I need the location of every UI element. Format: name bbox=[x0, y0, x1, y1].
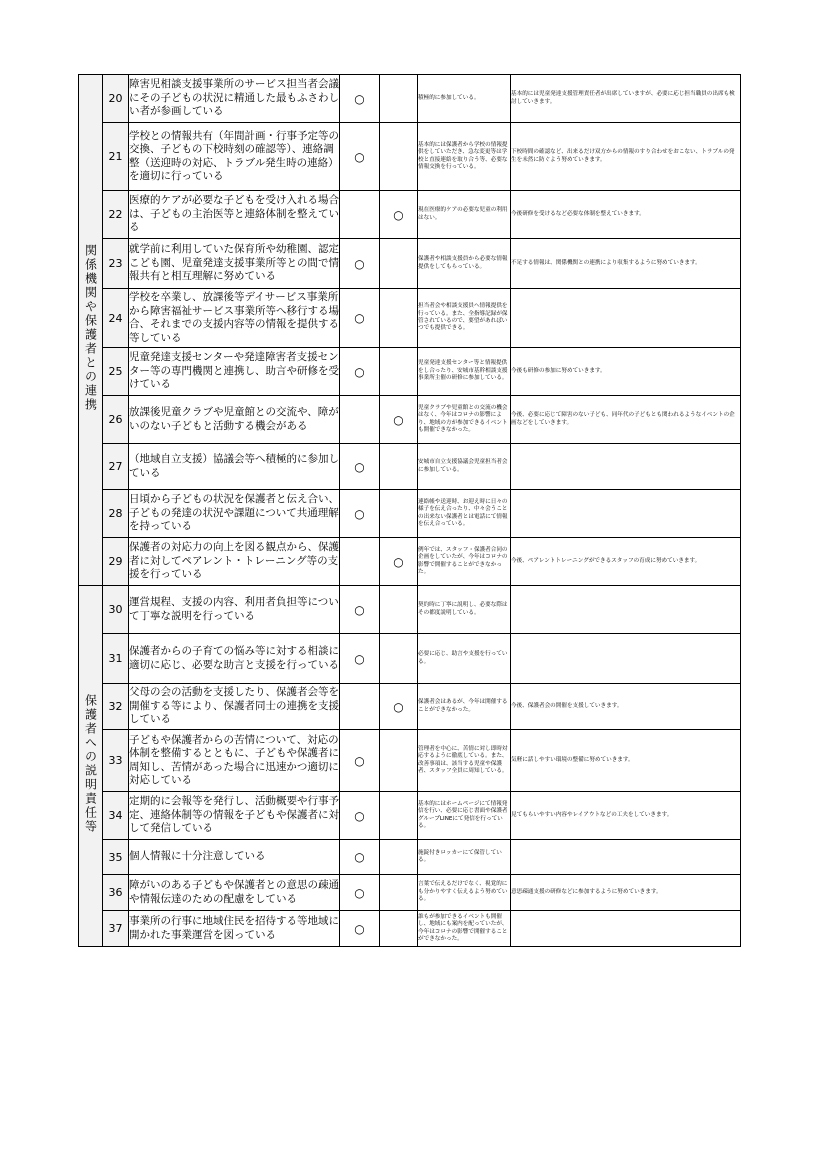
situation-note: 例年では、スタッフ・保護者合同の企画をしていたが、今年はコロナの影響で開催することができなかった。 bbox=[418, 538, 511, 586]
no-mark bbox=[380, 289, 418, 348]
no-mark bbox=[380, 730, 418, 792]
improvement-note: 今後研修を受けるなど必要な体制を整えていきます。 bbox=[511, 191, 741, 239]
table-row bbox=[79, 444, 741, 490]
row-number: 24 bbox=[103, 289, 129, 348]
yes-mark: ○ bbox=[340, 239, 380, 289]
improvement-note: 不足する情報は、関係機関との連携により収集するように努めていきます。 bbox=[511, 239, 741, 289]
improvement-note: 今後、必要に応じて障害のない子ども、同年代の子どもとも関われるようなイベントの企画などをしていきます。 bbox=[511, 396, 741, 444]
improvement-note: 意思疎通支援の研修などに参加するように努めていきます。 bbox=[511, 875, 741, 911]
item-text: 日頃から子どもの状況を保護者と伝え合い、子どもの発達の状況や課題について共通理解を持っている bbox=[129, 490, 340, 538]
situation-note: 担当者会や相談支援員へ情報提供を行っている。また、全指導記録が保管されているので、要望があればいつでも提供できる。 bbox=[418, 289, 511, 348]
improvement-note: 今後、ペアレントトレーニングができるスタッフの育成に努めていきます。 bbox=[511, 538, 741, 586]
category-label: 関係機関や保護者との連携 bbox=[83, 244, 98, 412]
yes-mark: ○ bbox=[340, 75, 380, 123]
no-mark: ○ bbox=[380, 684, 418, 730]
item-text: 個人情報に十分注意している bbox=[129, 840, 340, 875]
category-cell-coordination bbox=[79, 75, 103, 586]
item-text: 保護者の対応力の向上を図る観点から、保護者に対してペアレント・トレーニング等の支援を行っている bbox=[129, 538, 340, 586]
row-number: 34 bbox=[103, 792, 129, 840]
row-number: 20 bbox=[103, 75, 129, 123]
situation-note: 連絡帳や送迎時、お迎え時に日々の様子を伝え合ったり、中々会うことの出来ない保護者とは電話にて情報を伝え合っている。 bbox=[418, 490, 511, 538]
situation-note: 保護者や相談支援員から必要な情報提供をしてもらっている。 bbox=[418, 239, 511, 289]
table-row bbox=[79, 123, 741, 191]
table-row bbox=[79, 911, 741, 947]
item-text: 保護者からの子育ての悩み等に対する相談に適切に応じ、必要な助言と支援を行っている bbox=[129, 634, 340, 684]
evaluation-table bbox=[78, 74, 741, 947]
situation-note: 基本的には保護者から学校の情報提供をしていただき、急な変更等は学校と直接連絡を取り合う等、必要な情報交換を行っている。 bbox=[418, 123, 511, 191]
yes-mark: ○ bbox=[340, 123, 380, 191]
yes-mark bbox=[340, 538, 380, 586]
improvement-note bbox=[511, 911, 741, 947]
no-mark: ○ bbox=[380, 191, 418, 239]
table-row bbox=[79, 396, 741, 444]
situation-note: 安城市自立支援協議会児童担当者会に参加している。 bbox=[418, 444, 511, 490]
row-number: 35 bbox=[103, 840, 129, 875]
yes-mark: ○ bbox=[340, 586, 380, 634]
item-text: 父母の会の活動を支援したり、保護者会等を開催する等により、保護者同士の連携を支援している bbox=[129, 684, 340, 730]
no-mark bbox=[380, 123, 418, 191]
table-row bbox=[79, 792, 741, 840]
item-text: 運営規程、支援の内容、利用者負担等について丁寧な説明を行っている bbox=[129, 586, 340, 634]
table-row bbox=[79, 538, 741, 586]
yes-mark: ○ bbox=[340, 289, 380, 348]
item-text: 定期的に会報等を発行し、活動概要や行事予定、連絡体制等の情報を子どもや保護者に対して発信している bbox=[129, 792, 340, 840]
table-row bbox=[79, 634, 741, 684]
no-mark bbox=[380, 875, 418, 911]
improvement-note bbox=[511, 840, 741, 875]
no-mark bbox=[380, 586, 418, 634]
situation-note: 誰もが参加できるイベントも開催し、地域にも案内を配っていたが、今年はコロナの影響で開催することができなかった。 bbox=[418, 911, 511, 947]
improvement-note: 気軽に話しやすい環境の整備に努めていきます。 bbox=[511, 730, 741, 792]
item-text: 児童発達支援センターや発達障害者支援センター等の専門機関と連携し、助言や研修を受けている bbox=[129, 348, 340, 396]
yes-mark: ○ bbox=[340, 875, 380, 911]
no-mark bbox=[380, 444, 418, 490]
row-number: 21 bbox=[103, 123, 129, 191]
item-text: （地域自立支援）協議会等へ積極的に参加している bbox=[129, 444, 340, 490]
improvement-note: 今後、保護者会の開催を支援していきます。 bbox=[511, 684, 741, 730]
no-mark bbox=[380, 490, 418, 538]
yes-mark: ○ bbox=[340, 490, 380, 538]
table-row bbox=[79, 239, 741, 289]
situation-note: 現在医療的ケアの必要な児童の利用はない。 bbox=[418, 191, 511, 239]
situation-note: 児童クラブや児童館との交流の機会はなく、今年はコロナの影響により、地域の方が参加できるイベントも開催できなかった。 bbox=[418, 396, 511, 444]
row-number: 36 bbox=[103, 875, 129, 911]
item-text: 医療的ケアが必要な子どもを受け入れる場合は、子どもの主治医等と連絡体制を整えている bbox=[129, 191, 340, 239]
situation-note: 言葉で伝えるだけでなく、視覚的にも分かりやすく伝えるよう努めている。 bbox=[418, 875, 511, 911]
improvement-note bbox=[511, 586, 741, 634]
row-number: 31 bbox=[103, 634, 129, 684]
category-cell-accountability bbox=[79, 586, 103, 947]
row-number: 22 bbox=[103, 191, 129, 239]
situation-note: 保護者会はあるが、今年は開催することができなかった。 bbox=[418, 684, 511, 730]
improvement-note: 下校時間の確認など、出来るだけ双方からの情報のすり合わせをおこない、トラブルの発生を未然に防ぐよう努めていきます。 bbox=[511, 123, 741, 191]
item-text: 学校を卒業し、放課後等デイサービス事業所から障害福祉サービス事業所等へ移行する場合、それまでの支援内容等の情報を提供する等している bbox=[129, 289, 340, 348]
yes-mark: ○ bbox=[340, 911, 380, 947]
row-number: 37 bbox=[103, 911, 129, 947]
row-number: 25 bbox=[103, 348, 129, 396]
row-number: 33 bbox=[103, 730, 129, 792]
yes-mark: ○ bbox=[340, 634, 380, 684]
situation-note: 契約時に丁寧に説明し、必要な際はその都度説明している。 bbox=[418, 586, 511, 634]
no-mark bbox=[380, 75, 418, 123]
table-row bbox=[79, 191, 741, 239]
improvement-note: 基本的には児童発達支援管理責任者が出席していますが、必要に応じ担当職員の出席も検討していきます。 bbox=[511, 75, 741, 123]
row-number: 23 bbox=[103, 239, 129, 289]
yes-mark: ○ bbox=[340, 444, 380, 490]
no-mark bbox=[380, 911, 418, 947]
no-mark bbox=[380, 348, 418, 396]
yes-mark bbox=[340, 684, 380, 730]
situation-note: 管理者を中心に、苦情に対し即時対応するように徹底している。また、改善事項は、該当する児童や保護者、スタッフ全員に周知している。 bbox=[418, 730, 511, 792]
situation-note: 施錠付きロッカーにて保管している。 bbox=[418, 840, 511, 875]
improvement-note: 今後も研修の参加に努めていきます。 bbox=[511, 348, 741, 396]
row-number: 30 bbox=[103, 586, 129, 634]
situation-note: 基本的にはホームページにて情報発信を行い、必要に応じ書面や保護者グループLINEにて発信を行っている。 bbox=[418, 792, 511, 840]
item-text: 放課後児童クラブや児童館との交流や、障がいのない子どもと活動する機会がある bbox=[129, 396, 340, 444]
yes-mark bbox=[340, 396, 380, 444]
table-row bbox=[79, 348, 741, 396]
yes-mark: ○ bbox=[340, 792, 380, 840]
yes-mark: ○ bbox=[340, 348, 380, 396]
situation-note: 必要に応じ、助言や支援を行っている。 bbox=[418, 634, 511, 684]
row-number: 26 bbox=[103, 396, 129, 444]
table-row bbox=[79, 75, 741, 123]
no-mark bbox=[380, 840, 418, 875]
item-text: 学校との情報共有（年間計画・行事予定等の交換、子どもの下校時刻の確認等）、連絡調整（送迎時の対応、トラブル発生時の連絡）を適切に行っている bbox=[129, 123, 340, 191]
no-mark: ○ bbox=[380, 396, 418, 444]
no-mark: ○ bbox=[380, 538, 418, 586]
improvement-note: 見てもらいやすい内容やレイアウトなどの工夫をしていきます。 bbox=[511, 792, 741, 840]
table-row bbox=[79, 586, 741, 634]
yes-mark: ○ bbox=[340, 840, 380, 875]
item-text: 就学前に利用していた保育所や幼稚園、認定こども園、児童発達支援事業所等との間で情報共有と相互理解に努めている bbox=[129, 239, 340, 289]
situation-note: 積極的に参加している。 bbox=[418, 75, 511, 123]
improvement-note bbox=[511, 634, 741, 684]
yes-mark bbox=[340, 191, 380, 239]
no-mark bbox=[380, 792, 418, 840]
table-row bbox=[79, 684, 741, 730]
situation-note: 児童発達支援センター等と情報提供をし合ったり、安城市基幹相談支援事業所主催の研修に参加している。 bbox=[418, 348, 511, 396]
yes-mark: ○ bbox=[340, 730, 380, 792]
category-label: 保護者への説明責任等 bbox=[83, 694, 98, 834]
row-number: 32 bbox=[103, 684, 129, 730]
improvement-note bbox=[511, 490, 741, 538]
table-row bbox=[79, 289, 741, 348]
row-number: 27 bbox=[103, 444, 129, 490]
item-text: 事業所の行事に地域住民を招待する等地域に開かれた事業運営を図っている bbox=[129, 911, 340, 947]
no-mark bbox=[380, 239, 418, 289]
item-text: 障がいのある子どもや保護者との意思の疎通や情報伝達のための配慮をしている bbox=[129, 875, 340, 911]
table-row bbox=[79, 490, 741, 538]
item-text: 子どもや保護者からの苦情について、対応の体制を整備するとともに、子どもや保護者に周知し、苦情があった場合に迅速かつ適切に対応している bbox=[129, 730, 340, 792]
row-number: 28 bbox=[103, 490, 129, 538]
item-text: 障害児相談支援事業所のサービス担当者会議にその子どもの状況に精通した最もふさわしい者が参画している bbox=[129, 75, 340, 123]
table-row bbox=[79, 730, 741, 792]
row-number: 29 bbox=[103, 538, 129, 586]
improvement-note bbox=[511, 289, 741, 348]
table-row bbox=[79, 875, 741, 911]
improvement-note bbox=[511, 444, 741, 490]
table-row bbox=[79, 840, 741, 875]
no-mark bbox=[380, 634, 418, 684]
